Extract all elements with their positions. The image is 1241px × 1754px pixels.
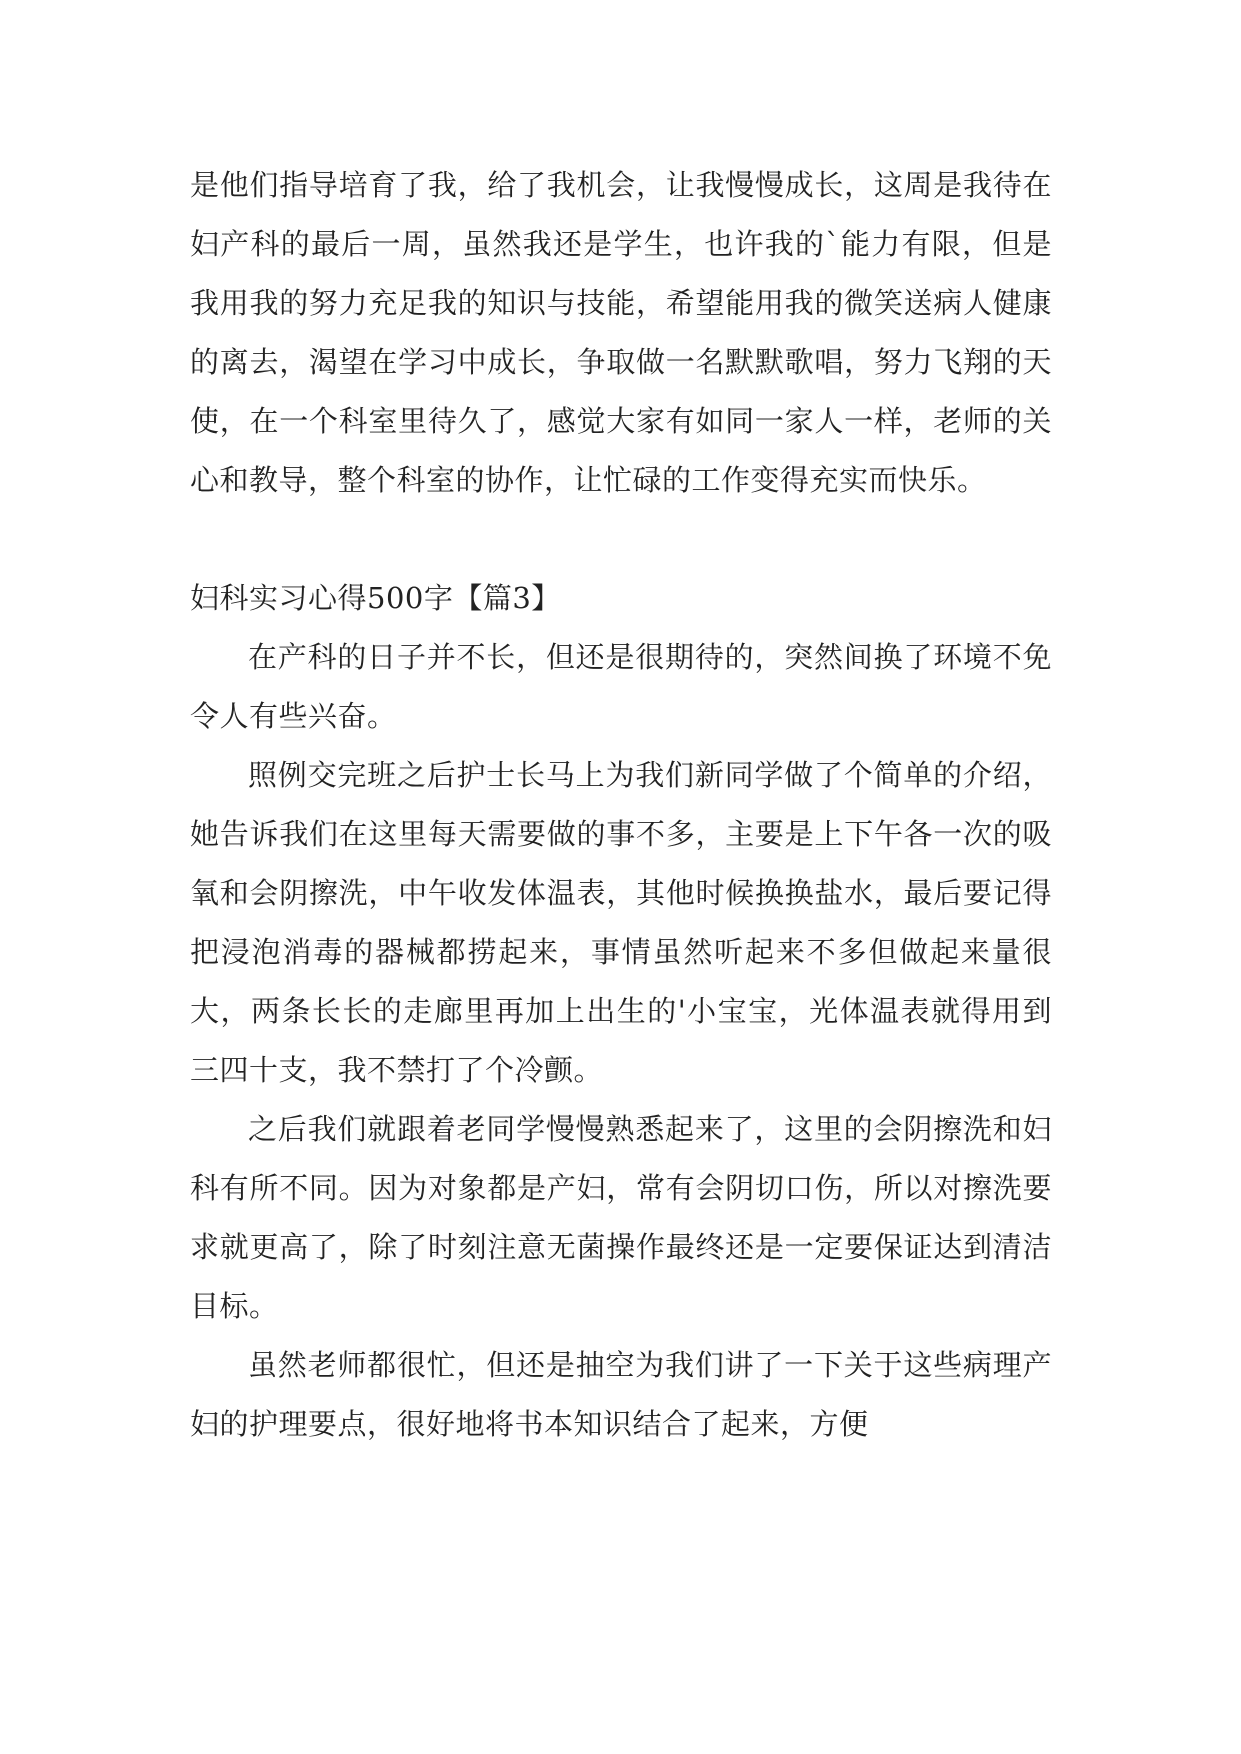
document-body: [190, 156, 1052, 1454]
section-spacer: [190, 510, 1052, 569]
paragraph-3: 之后我们就跟着老同学慢慢熟悉起来了，这里的会阴擦洗和妇科有所不同。因为对象都是产妇，常有会阴切口伤，所以对擦洗要求就更高了，除了时刻注意无菌操作最终还是一定要保证达到清洁目标。: [190, 1112, 1052, 1323]
section-heading: 妇科实习心得500字【篇3】: [190, 581, 561, 615]
paragraph-1: 在产科的日子并不长，但还是很期待的，突然间换了环境不免令人有些兴奋。: [190, 640, 1052, 733]
paragraph-2: 照例交完班之后护士长马上为我们新同学做了个简单的介绍，她告诉我们在这里每天需要做的事不多，主要是上下午各一次的吸氧和会阴擦洗，中午收发体温表，其他时候换换盐水，最后要记得把浸泡消毒的器械都捞起来，事情虽然听起来不多但做起来量很大，两条长长的走廊里再加上出生的'小宝宝，光体温表就得用到三四十支，我不禁打了个冷颤。: [190, 758, 1052, 1087]
continuation-paragraph: 是他们指导培育了我，给了我机会，让我慢慢成长，这周是我待在妇产科的最后一周，虽然我还是学生，也许我的`能力有限，但是我用我的努力充足我的知识与技能，希望能用我的微笑送病人健康的离去，渴望在学习中成长，争取做一名默默歌唱，努力飞翔的天使，在一个科室里待久了，感觉大家有如同一家人一样，老师的关心和教导，整个科室的协作，让忙碌的工作变得充实而快乐。: [190, 168, 1052, 497]
paragraph-4: 虽然老师都很忙，但还是抽空为我们讲了一下关于这些病理产妇的护理要点，很好地将书本知识结合了起来，方便: [190, 1348, 1052, 1441]
